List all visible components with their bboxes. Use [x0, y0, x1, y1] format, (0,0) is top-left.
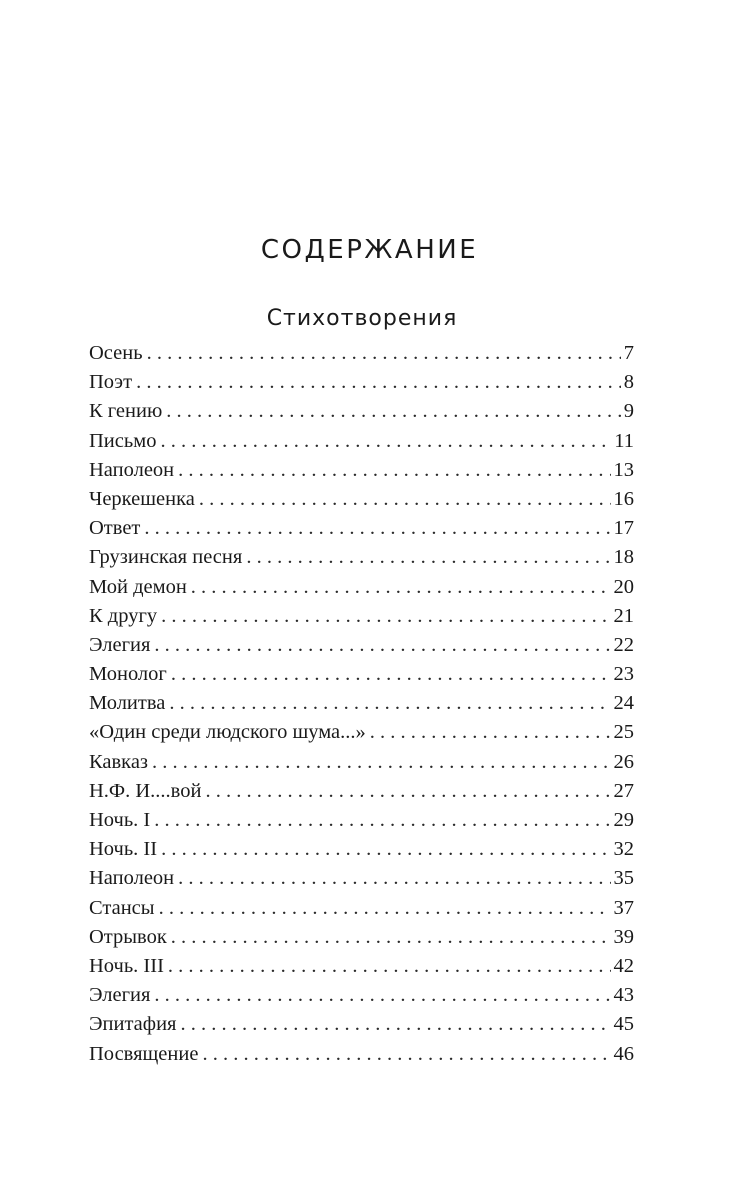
toc-entry: [89, 456, 634, 485]
dot-leader: [166, 397, 620, 426]
toc-entry-title: Элегия: [89, 984, 151, 1007]
toc-entry-title: Поэт: [89, 371, 133, 394]
toc-entry: [89, 923, 634, 952]
toc-entry-page: 21: [613, 604, 634, 627]
toc-entry: [89, 631, 634, 660]
toc-entry-title: Наполеон: [89, 458, 175, 481]
toc-entry: [89, 806, 634, 835]
toc-entry-title: Н.Ф. И....вой: [89, 779, 202, 802]
dot-leader: [199, 485, 611, 514]
dot-leader: [178, 864, 610, 893]
dot-leader: [370, 718, 611, 747]
dot-leader: [147, 339, 621, 368]
toc-entry: [89, 1010, 634, 1039]
toc-entry-page: 8: [623, 371, 634, 394]
dot-leader: [168, 952, 611, 981]
page-title: СОДЕРЖАНИЕ: [260, 235, 479, 265]
dot-leader: [154, 806, 610, 835]
toc-entry-page: 32: [613, 838, 634, 861]
toc-entry-title: Письмо: [89, 429, 157, 452]
toc-entry: [89, 718, 634, 747]
toc-entry-page: 22: [613, 633, 634, 656]
dot-leader: [136, 368, 621, 397]
toc-entry: [89, 543, 634, 572]
dot-leader: [160, 427, 611, 456]
toc-entry: [89, 864, 634, 893]
toc-entry: [89, 660, 634, 689]
dot-leader: [144, 514, 610, 543]
toc-entry: [89, 1040, 634, 1069]
toc-entry-page: 13: [613, 458, 634, 481]
toc-entry-title: Наполеон: [89, 867, 175, 890]
toc-entry-title: Молитва: [89, 692, 166, 715]
dot-leader: [152, 748, 610, 777]
dot-leader: [178, 456, 610, 485]
toc-entry-page: 25: [613, 721, 634, 744]
toc-entry-title: Ответ: [89, 517, 141, 540]
toc-entry: [89, 689, 634, 718]
toc-entry-page: 45: [613, 1013, 634, 1036]
toc-entry: [89, 339, 634, 368]
toc-entry-title: Ночь. II: [89, 838, 158, 861]
dot-leader: [246, 543, 610, 572]
dot-leader: [205, 777, 610, 806]
table-of-contents: [89, 339, 634, 1069]
toc-entry-title: Мой демон: [89, 575, 187, 598]
toc-entry-page: 24: [613, 692, 634, 715]
toc-entry: [89, 427, 634, 456]
toc-entry-title: Ночь. I: [89, 809, 151, 831]
toc-entry: [89, 602, 634, 631]
toc-entry-page: 11: [614, 429, 634, 452]
toc-entry-page: 39: [613, 925, 634, 948]
dot-leader: [154, 981, 610, 1010]
toc-entry: [89, 368, 634, 397]
dot-leader: [191, 573, 611, 602]
toc-entry: [89, 514, 634, 543]
toc-entry-page: 20: [613, 575, 634, 598]
toc-entry-title: Осень: [89, 342, 143, 364]
toc-entry-title: Монолог: [89, 663, 167, 686]
toc-entry: [89, 952, 634, 981]
dot-leader: [161, 835, 610, 864]
dot-leader: [202, 1040, 610, 1069]
dot-leader: [180, 1010, 610, 1039]
toc-entry-page: 17: [613, 517, 634, 540]
toc-entry-page: 16: [613, 487, 634, 510]
toc-entry-title: Отрывок: [89, 925, 167, 948]
toc-entry-title: Черкешенка: [89, 487, 195, 510]
toc-entry-page: 35: [613, 867, 634, 890]
toc-entry-title: «Один среди людского шума...»: [89, 721, 366, 744]
toc-entry-page: 46: [613, 1042, 634, 1065]
toc-entry: [89, 835, 634, 864]
toc-entry-title: Стансы: [89, 896, 155, 919]
toc-entry-page: 29: [613, 809, 634, 831]
toc-entry: [89, 748, 634, 777]
toc-entry-page: 9: [623, 400, 634, 423]
toc-entry-title: Ночь. III: [89, 954, 164, 977]
toc-entry-page: 18: [613, 546, 634, 569]
toc-entry: [89, 573, 634, 602]
toc-entry-title: Грузинская песня: [89, 546, 243, 569]
toc-entry-title: К гению: [89, 400, 163, 423]
toc-entry-title: Элегия: [89, 633, 151, 656]
toc-entry-page: 42: [613, 954, 634, 977]
toc-entry-page: 26: [613, 750, 634, 773]
toc-entry: [89, 397, 634, 426]
toc-entry-page: 27: [613, 779, 634, 802]
dot-leader: [154, 631, 610, 660]
toc-entry: [89, 485, 634, 514]
toc-entry: [89, 981, 634, 1010]
toc-entry-page: 23: [613, 663, 634, 686]
dot-leader: [159, 894, 611, 923]
dot-leader: [171, 660, 611, 689]
toc-entry: [89, 777, 634, 806]
toc-entry-title: Кавказ: [89, 750, 149, 773]
toc-entry-page: 7: [623, 342, 634, 364]
toc-entry-title: К другу: [89, 604, 158, 627]
toc-entry: [89, 894, 634, 923]
toc-entry-title: Эпитафия: [89, 1013, 177, 1036]
toc-entry-page: 37: [613, 896, 634, 919]
toc-entry-page: 43: [613, 984, 634, 1007]
dot-leader: [169, 689, 610, 718]
dot-leader: [161, 602, 610, 631]
toc-entry-title: Посвящение: [89, 1042, 199, 1065]
section-title: Стихотворения: [266, 306, 458, 331]
dot-leader: [171, 923, 611, 952]
